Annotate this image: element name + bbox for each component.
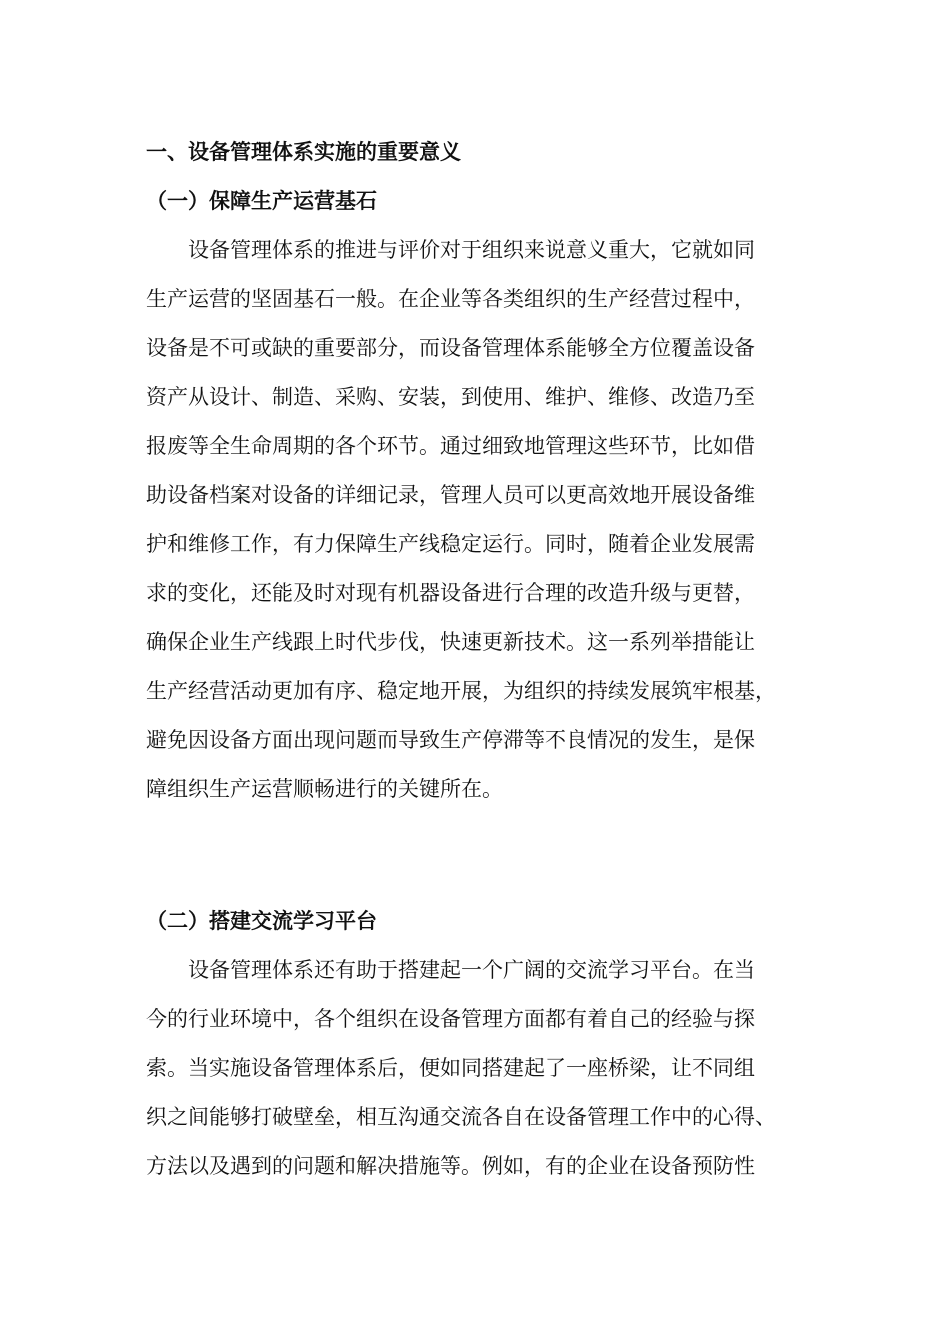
paragraph-line: 索。当实施设备管理体系后，便如同搭建起了一座桥梁，让不同组: [146, 1056, 755, 1080]
paragraph-line: 障组织生产运营顺畅进行的关键所在。: [146, 777, 503, 801]
paragraph-line: 设备管理体系的推进与评价对于组织来说意义重大，它就如同: [146, 238, 755, 262]
paragraph-line: 报废等全生命周期的各个环节。通过细致地管理这些环节，比如借: [146, 434, 755, 458]
paragraph-line: 方法以及遇到的问题和解决措施等。例如，有的企业在设备预防性: [146, 1154, 755, 1178]
section-1-paragraph: [146, 226, 816, 814]
section-2-paragraph: [146, 946, 816, 1191]
paragraph-line: 助设备档案对设备的详细记录，管理人员可以更高效地开展设备维: [146, 483, 755, 507]
paragraph-line: 今的行业环境中，各个组织在设备管理方面都有着自己的经验与探: [146, 1007, 755, 1031]
paragraph-line: 生产经营活动更加有序、稳定地开展，为组织的持续发展筑牢根基，: [146, 679, 776, 703]
paragraph-line: 设备是不可或缺的重要部分，而设备管理体系能够全方位覆盖设备: [146, 336, 755, 360]
paragraph-line: 资产从设计、制造、采购、安装，到使用、维护、维修、改造乃至: [146, 385, 755, 409]
section-2-heading: （二）搭建交流学习平台: [146, 908, 377, 933]
paragraph-line: 避免因设备方面出现问题而导致生产停滞等不良情况的发生，是保: [146, 728, 755, 752]
paragraph-line: 织之间能够打破壁垒，相互沟通交流各自在设备管理工作中的心得、: [146, 1105, 776, 1129]
paragraph-line: 生产运营的坚固基石一般。在企业等各类组织的生产经营过程中，: [146, 287, 755, 311]
paragraph-line: 确保企业生产线跟上时代步伐，快速更新技术。这一系列举措能让: [146, 630, 755, 654]
main-heading: 一、设备管理体系实施的重要意义: [146, 139, 461, 164]
paragraph-line: 设备管理体系还有助于搭建起一个广阔的交流学习平台。在当: [146, 958, 755, 982]
paragraph-line: 护和维修工作，有力保障生产线稳定运行。同时，随着企业发展需: [146, 532, 755, 556]
section-1-heading: （一）保障生产运营基石: [146, 188, 377, 213]
paragraph-line: 求的变化，还能及时对现有机器设备进行合理的改造升级与更替，: [146, 581, 755, 605]
